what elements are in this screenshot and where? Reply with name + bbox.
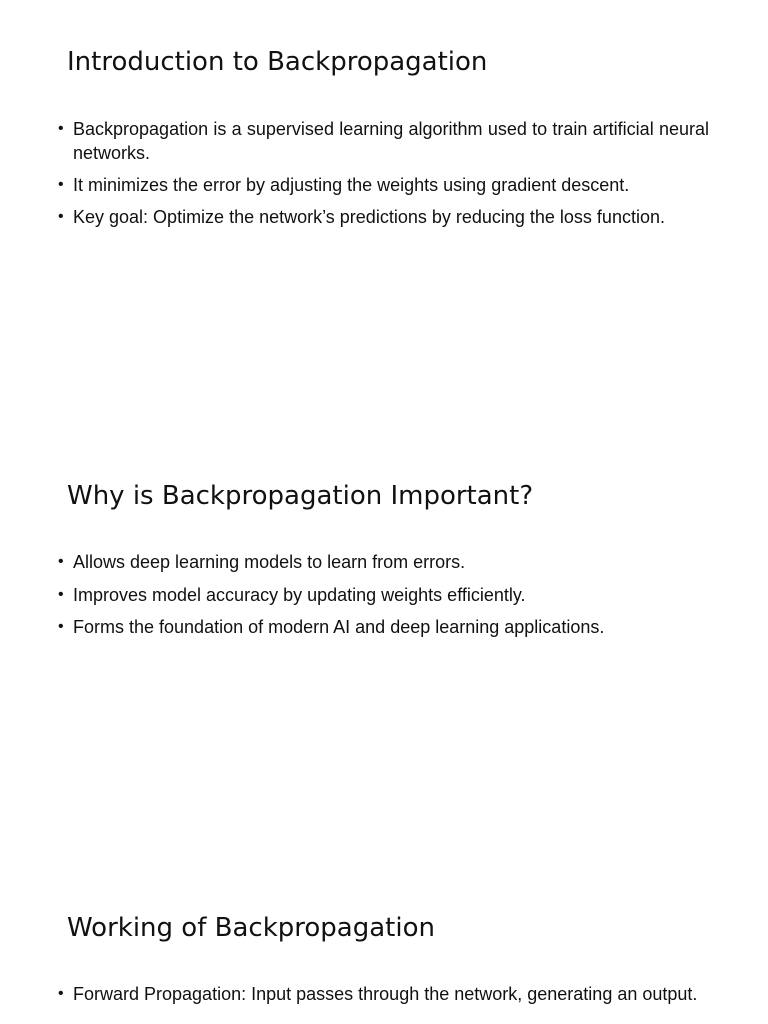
slide-introduction	[0, 0, 768, 433]
bullet-text: Forms the foundation of modern AI and deep learning applications.	[73, 617, 605, 637]
bullet-marker: •	[58, 120, 64, 137]
bullet-item	[58, 205, 709, 229]
slide-title: Working of Backpropagation	[67, 913, 435, 943]
bullet-text: Improves model accuracy by updating weights efficiently.	[73, 584, 526, 605]
bullet-item	[58, 583, 709, 607]
slide-working	[0, 866, 768, 1024]
bullet-marker: •	[58, 985, 64, 1002]
slide-title: Introduction to Backpropagation	[67, 47, 488, 77]
slide-title: Why is Backpropagation Important?	[67, 481, 534, 511]
bullet-list	[58, 117, 709, 237]
bullet-text: Backpropagation is a supervised learning algorithm used to train artificial neural networks.	[73, 119, 709, 163]
bullet-item	[58, 550, 709, 574]
bullet-item	[58, 982, 709, 1006]
bullet-text: Allows deep learning models to learn from errors.	[73, 552, 466, 572]
bullet-marker: •	[58, 553, 64, 570]
bullet-marker: •	[58, 208, 64, 225]
bullet-marker: •	[58, 618, 64, 635]
bullet-list	[58, 550, 709, 648]
bullet-marker: •	[58, 176, 64, 193]
slide-importance	[0, 433, 768, 866]
bullet-text: Forward Propagation: Input passes through the network, generating an output.	[73, 984, 698, 1004]
bullet-item	[58, 615, 709, 639]
bullet-marker: •	[58, 585, 64, 603]
bullet-text: Key goal: Optimize the network’s predictions by reducing the loss function.	[73, 207, 665, 227]
bullet-item	[58, 117, 709, 165]
bullet-text: It minimizes the error by adjusting the weights using gradient descent.	[73, 175, 630, 195]
bullet-item	[58, 173, 709, 197]
bullet-list	[58, 982, 709, 1014]
